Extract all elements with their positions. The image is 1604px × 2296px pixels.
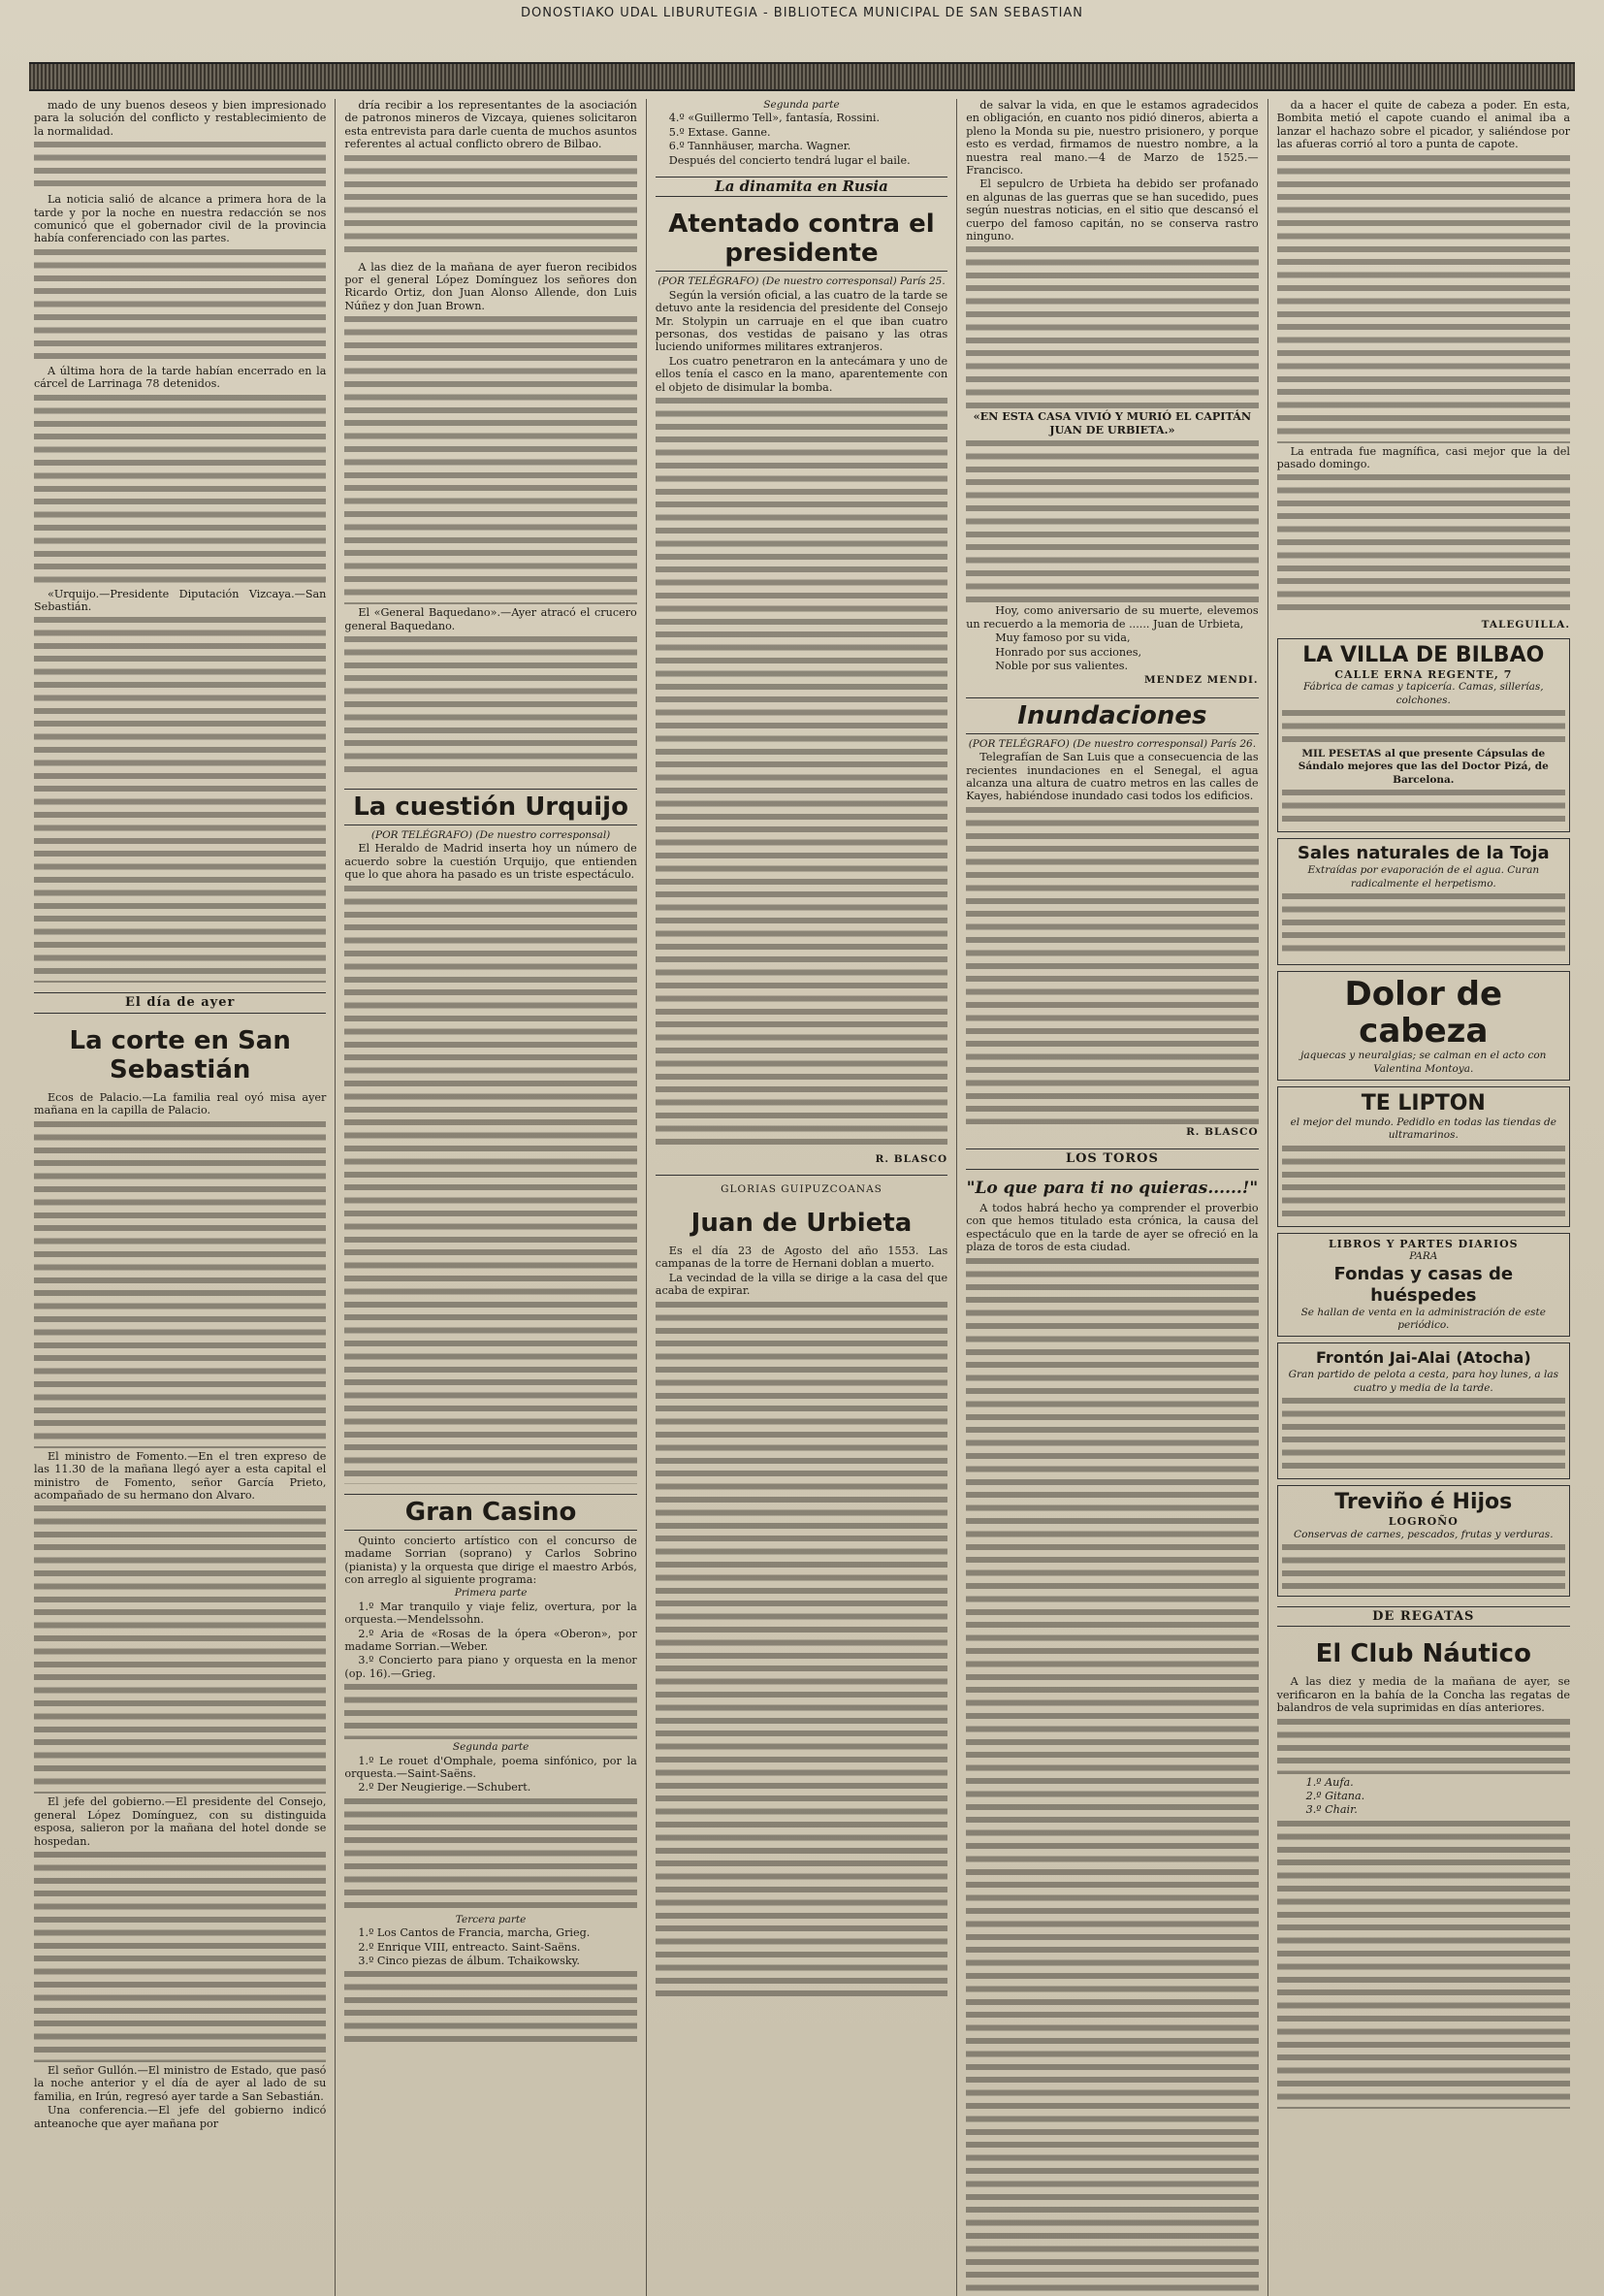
- headline: Inundaciones: [966, 697, 1258, 734]
- section-heading: El día de ayer: [34, 992, 326, 1013]
- text-block: [1282, 707, 1565, 746]
- text-block: [344, 1681, 636, 1739]
- program-item: 2.º Der Neugierige.—Schubert.: [358, 1781, 531, 1795]
- text-block: [344, 633, 636, 779]
- list-item: 1.º Aufa.: [1305, 1775, 1354, 1789]
- text-block: [344, 1968, 636, 2046]
- article-text: A las diez de la mañana de ayer fueron recibidos por el general López Domínguez los señores don Ricardo Ortiz, don Juan Alonso Allende, don Luis Núñez y don Juan Brown.: [344, 260, 637, 312]
- headline: El Club Náutico: [1315, 1639, 1531, 1669]
- list-item: 2.º Gitana.: [1305, 1790, 1365, 1802]
- ad-title: TE LIPTON: [1361, 1090, 1486, 1116]
- headline: Juan de Urbieta: [690, 1208, 913, 1238]
- advertisement-sales-toja: [1277, 838, 1570, 965]
- verse-line: Muy famoso por su vida,: [995, 631, 1131, 645]
- article-text: Quinto concierto artístico con el concurso de madame Sorrian (soprano) y Carlos Sobrino (pianista) y la orquesta que dirige el maestro Arbós, con arreglo al siguiente programa:: [344, 1534, 637, 1586]
- text-block: [34, 614, 326, 983]
- article-text: dría recibir a los representantes de la asociación de patronos mineros de Vizcaya, quienes solicitaron esta entrevista para darle cuenta de muchos asuntos referentes al actual conflicto obrero de Bilbao.: [344, 99, 637, 151]
- divider: [656, 1175, 947, 1176]
- ad-text: Conservas de carnes, pescados, frutas y verduras.: [1294, 1528, 1554, 1540]
- column-5: [1268, 99, 1579, 2296]
- article-text: Los cuatro penetraron en la antecámara y uno de ellos tenía el casco en la mano, aparentemente con el objeto de disimular la bomba.: [655, 354, 948, 394]
- verse-line: Noble por sus valientes.: [995, 659, 1129, 672]
- text-block: [966, 243, 1258, 408]
- article-text: A las diez y media de la mañana de ayer, se verificaron en la bahía de la Concha las regatas de balandros de vela suprimidas en días anteriores.: [1276, 1675, 1570, 1715]
- headline: Gran Casino: [344, 1494, 636, 1531]
- advertisement-villa-bilbao: [1277, 638, 1570, 832]
- column-2: [336, 99, 646, 2296]
- byline: (POR TELÉGRAFO) (De nuestro corresponsal): [370, 829, 611, 842]
- text-block: [966, 804, 1258, 1124]
- ad-title: Treviño é Hijos: [1334, 1490, 1513, 1515]
- ad-subtitle: LOGROÑO: [1388, 1515, 1459, 1529]
- ad-text: Extraídas por evaporación de el agua. Curan radicalmente el herpetismo.: [1307, 864, 1540, 889]
- article-text: da a hacer el quite de cabeza a poder. En esta, Bombita metió el capote cuando el animal iba a lanzar el hachazo sobre el picador, y saliéndose por las afueras corrió al toro a punta de capote.: [1276, 99, 1570, 151]
- program-item: 3.º Concierto para piano y orquesta en la menor (op. 16).—Grieg.: [344, 1654, 637, 1680]
- text-block: [966, 1255, 1258, 2296]
- program-heading: Primera parte: [454, 1587, 528, 1600]
- article-text: A todos habrá hecho ya comprender el proverbio con que hemos titulado esta crónica, la causa del espectáculo que en la tarde de ayer se ofreció en la plaza de toros de esta ciudad.: [966, 1201, 1259, 1254]
- text-block: [34, 1849, 326, 2062]
- article-text: La entrada fue magnífica, casi mejor que la del pasado domingo.: [1276, 444, 1570, 471]
- program-item: 1.º Le rouet d'Omphale, poema sinfónico, por la orquesta.—Saint-Saëns.: [344, 1754, 637, 1780]
- text-block: [1282, 1143, 1565, 1220]
- article-text: El Heraldo de Madrid inserta hoy un número de acuerdo sobre la cuestión Urquijo, que entienden que lo que ahora ha pasado es un triste espectáculo.: [344, 842, 637, 882]
- advertisement-fronton: [1277, 1342, 1570, 1479]
- article-text: Telegrafían de San Luis que a consecuencia de las recientes inundaciones en el Senegal, el agua alcanza una altura de cuatro metros en las calles de Kayes, habiéndose inundado casi todos los edificios.: [966, 751, 1259, 803]
- columns: [25, 99, 1579, 2296]
- text-block: [344, 1795, 636, 1912]
- program-item: 4.º «Guillermo Tell», fantasía, Rossini.: [668, 112, 881, 125]
- program-heading: Segunda parte: [452, 1741, 529, 1754]
- ad-title: Dolor de cabeza: [1344, 975, 1503, 1051]
- ad-text: el mejor del mundo. Pedidlo en todas las tiendas de ultramarinos.: [1290, 1116, 1556, 1142]
- inscription: «EN ESTA CASA VIVIÓ Y MURIÓ EL CAPITÁN JUAN DE URBIETA.»: [973, 409, 1252, 437]
- ad-title: Sales naturales de la Toja: [1297, 843, 1550, 864]
- article-text: El ministro de Fomento.—En el tren expreso de las 11.30 de la mañana llegó ayer a esta capital el ministro de Fomento, señor García Prieto, acompañado de su hermano don Alvaro.: [34, 1449, 327, 1502]
- column-1: [25, 99, 336, 2296]
- article-text: de salvar la vida, en que le estamos agradecidos en obligación, en cuanto nos pidió dineros, abierta a pleno la Monda su pie, nuestro prisionero, y porque esto es verdad, firmamos de nuestro nombre, a la nuestra real mano.—4 de Marzo de 1525.—Francisco.: [966, 99, 1259, 178]
- section-heading: LOS TOROS: [966, 1148, 1258, 1169]
- signature: R. BLASCO: [875, 1153, 948, 1166]
- ad-title: LIBROS Y PARTES DIARIOS: [1328, 1237, 1519, 1250]
- ad-title: Frontón Jai-Alai (Atocha): [1315, 1348, 1531, 1368]
- ad-subtitle: PARA: [1409, 1250, 1438, 1263]
- byline: (POR TELÉGRAFO) (De nuestro corresponsal) París 25.: [658, 275, 946, 288]
- article-text: Después del concierto tendrá lugar el baile.: [668, 153, 911, 167]
- article-text: La vecindad de la villa se dirige a la casa del que acaba de expirar.: [655, 1271, 948, 1298]
- text-block: [1277, 1818, 1570, 2109]
- text-block: [966, 437, 1258, 602]
- text-block: [656, 1299, 947, 1997]
- program-item: 1.º Mar tranquilo y viaje feliz, overtura, por la orquesta.—Mendelssohn.: [344, 1600, 637, 1627]
- headline: La corte en San Sebastián: [69, 1025, 291, 1084]
- advertisement-dolor-cabeza: [1277, 971, 1570, 1081]
- text-block: [1277, 471, 1570, 617]
- advertisement-trevino: [1277, 1485, 1570, 1597]
- column-4: [957, 99, 1267, 2296]
- ad-text: Se hallan de venta en la administración de este periódico.: [1300, 1306, 1546, 1331]
- program-item: 2.º Enrique VIII, entreacto. Saint-Saëns.: [358, 1940, 581, 1954]
- article-text: La noticia salió de alcance a primera hora de la tarde y por la noche en nuestra redacción se nos comunicó que el gobernador civil de la provincia había conferenciado con las partes.: [34, 193, 327, 245]
- text-block: [34, 139, 326, 191]
- program-item: 6.º Tannhäuser, marcha. Wagner.: [668, 140, 851, 153]
- signature: MENDEZ MENDI.: [1144, 674, 1259, 687]
- ad-title: LA VILLA DE BILBAO: [1302, 642, 1545, 667]
- text-block: [1282, 1395, 1565, 1472]
- article-text: El «General Baquedano».—Ayer atracó el crucero general Baquedano.: [344, 606, 637, 632]
- program-heading: Tercera parte: [455, 1913, 527, 1925]
- ad-subtitle: CALLE ERNA REGENTE, 7: [1334, 667, 1513, 681]
- signature: R. BLASCO: [1186, 1125, 1259, 1138]
- ad-text: jaquecas y neuralgias; se calman en el acto con Valentina Montoya.: [1300, 1050, 1547, 1075]
- article-text: mado de uny buenos deseos y bien impresionado para la solución del conflicto y restablecimiento de la normalidad.: [34, 99, 327, 138]
- byline: (POR TELÉGRAFO) (De nuestro corresponsal) París 26.: [968, 737, 1257, 750]
- program-item: 5.º Extase. Ganne.: [668, 125, 771, 139]
- ad-text: Gran partido de pelota a cesta, para hoy lunes, a las cuatro y media de la tarde.: [1288, 1369, 1558, 1394]
- verse-line: Honrado por sus acciones,: [995, 645, 1142, 659]
- section-heading: La dinamita en Rusia: [656, 177, 947, 197]
- article-text: Ecos de Palacio.—La familia real oyó misa ayer mañana en la capilla de Palacio.: [34, 1090, 327, 1117]
- library-watermark: DONOSTIAKO UDAL LIBURUTEGIA - BIBLIOTECA MUNICIPAL DE SAN SEBASTIAN: [520, 6, 1084, 20]
- program-item: 2.º Aria de «Rosas de la ópera «Oberon», por madame Sorrian.—Weber.: [344, 1627, 637, 1653]
- text-block: [34, 246, 326, 363]
- list-item: 3.º Chair.: [1305, 1803, 1358, 1817]
- text-block: [1277, 152, 1570, 443]
- text-block: [34, 1503, 326, 1794]
- article-text: El sepulcro de Urbieta ha debido ser profanado en algunas de las guerras que se han sucedido, pues según nuestras noticias, en el sitio que descansó el cuerpo del famoso capitán, no se conserva rastro ninguno.: [966, 178, 1259, 243]
- text-block: [1282, 890, 1565, 958]
- text-block: [344, 152, 636, 259]
- text-block: [344, 313, 636, 604]
- text-block: [1277, 1716, 1570, 1774]
- headline: "Lo que para ti no quieras......!": [966, 1178, 1259, 1198]
- article-text: Según la versión oficial, a las cuatro de la tarde se detuvo ante la residencia del presidente del Consejo Mr. Stolypin un carruaje en el que iban cuatro personas, dos vestidas de paisano y las otras luciendo uniformes militares extranjeros.: [655, 288, 948, 354]
- verse-line: Hoy, como aniversario de su muerte, elevemos un recuerdo a la memoria de ...... Juan de Urbieta,: [966, 604, 1259, 631]
- headline: Atentado contra el presidente: [656, 207, 947, 272]
- program-heading: Segunda parte: [763, 99, 840, 111]
- advertisement-te-lipton: [1277, 1086, 1570, 1227]
- signature: TALEGUILLA.: [1481, 619, 1570, 631]
- text-block: [656, 395, 947, 1151]
- article-text: Una conferencia.—El jefe del gobierno indicó anteanoche que ayer mañana por: [34, 2104, 327, 2130]
- article-text: El señor Gullón.—El ministro de Estado, que pasó la noche anterior y el día de ayer al lado de su familia, en Irún, regresó ayer tarde a San Sebastián.: [34, 2063, 327, 2103]
- text-block: [1282, 787, 1565, 825]
- article-text: A última hora de la tarde habían encerrado en la cárcel de Larrinaga 78 detenidos.: [34, 364, 327, 391]
- ad-title: Fondas y casas de huéspedes: [1333, 1263, 1514, 1306]
- text-block: [34, 1118, 326, 1448]
- section-heading: GLORIAS GUIPUZCOANAS: [721, 1182, 882, 1195]
- article-text: «Urquijo.—Presidente Diputación Vizcaya.—San Sebastián.: [34, 587, 327, 614]
- column-3: [647, 99, 957, 2296]
- section-heading: DE REGATAS: [1277, 1606, 1570, 1627]
- article-text: El jefe del gobierno.—El presidente del Consejo, general López Domínguez, con su distinguida esposa, salieron por la mañana del hotel donde se hospedan.: [34, 1795, 327, 1848]
- ad-text: Fábrica de camas y tapicería. Camas, sillerías, colchones.: [1302, 681, 1544, 706]
- article-text: Es el día 23 de Agosto del año 1553. Las campanas de la torre de Hernani doblan a muerto.: [655, 1244, 948, 1271]
- text-block: [344, 883, 636, 1484]
- program-item: 3.º Cinco piezas de álbum. Tchaikowsky.: [358, 1955, 580, 1967]
- text-block: [34, 392, 326, 586]
- headline: La cuestión Urquijo: [344, 789, 636, 825]
- header-rule: [29, 62, 1575, 91]
- program-item: 1.º Los Cantos de Francia, marcha, Grieg.: [358, 1926, 591, 1940]
- text-block: [1282, 1541, 1565, 1590]
- ad-text: MIL PESETAS al que presente Cápsulas de Sándalo mejores que las del Doctor Pizá, de Barcelona.: [1298, 748, 1549, 786]
- advertisement-libros: [1277, 1233, 1570, 1338]
